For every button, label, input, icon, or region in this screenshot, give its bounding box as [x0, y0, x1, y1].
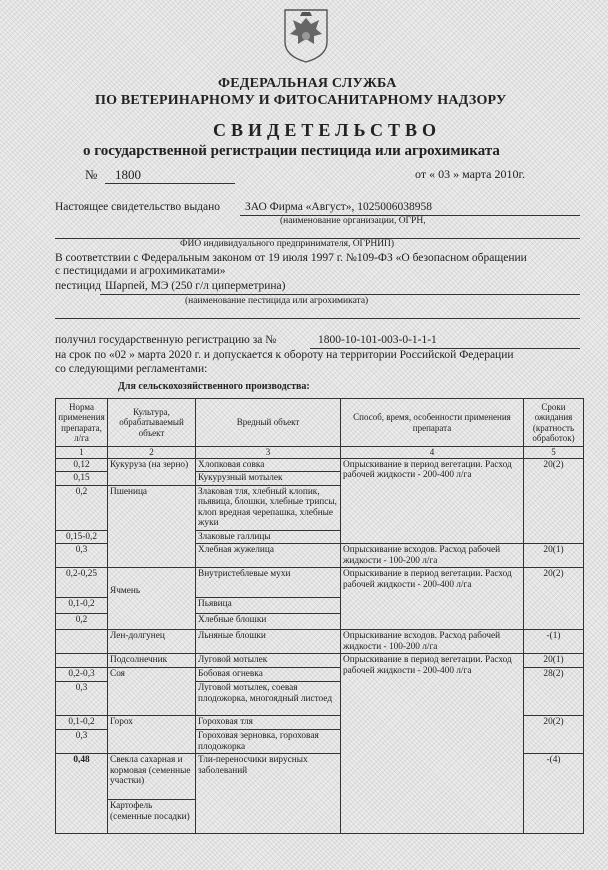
registration-number: 1800-10-101-003-0-1-1-1 [318, 334, 437, 346]
cell-wait: 28(2) [524, 668, 584, 716]
table-row [56, 654, 584, 668]
col-number: 2 [108, 447, 196, 459]
cell-method: Опрыскивание в период вегетации. Расход рабочей жидкости - 200-400 л/га [341, 458, 524, 544]
pesticide-name: Шарпей, МЭ (250 г/л циперметрина) [105, 280, 286, 292]
cell-wait: 20(2) [524, 568, 584, 630]
table-row [56, 630, 584, 654]
cell-pest: Пьявица [196, 598, 341, 614]
issued-to: ЗАО Фирма «Август», 1025006038958 [245, 201, 432, 213]
cell-rate: 0,3 [56, 544, 108, 568]
cell-pest: Гороховая зерновка, гороховая плодожорка [196, 730, 341, 754]
cell-method: Опрыскивание всходов. Расход рабочей жидкости - 100-200 л/га [341, 544, 524, 568]
cell-crop: Картофель (семенные посадки) [108, 800, 196, 834]
header-rate: Норма применения препарата, л/га [56, 399, 108, 447]
cell-pest: Злаковые галлицы [196, 530, 341, 544]
term-line: на срок по «02 » марта 2020 г. и допускается к обороту на территории Российской Федерации [55, 349, 514, 361]
cell-method: Опрыскивание в период вегетации. Расход рабочей жидкости - 200-400 л/га [341, 568, 524, 630]
cell-crop: Пшеница [108, 485, 196, 568]
cell-pest: Кукурузный мотылек [196, 472, 341, 486]
law-line-1: В соответствии с Федеральным законом от 19 июля 1997 г. №109-ФЗ «О безопасном обращении [55, 252, 527, 264]
cell-pest: Хлебные блошки [196, 614, 341, 630]
certificate-date: от « 03 » марта 2010г. [415, 167, 526, 181]
col-number: 3 [196, 447, 341, 459]
col-number: 5 [524, 447, 584, 459]
cell-crop: Горох [108, 716, 196, 754]
agency-name-line2: ПО ВЕТЕРИНАРНОМУ И ФИТОСАНИТАРНОМУ НАДЗОРУ [95, 93, 507, 108]
cell-rate: 0,3 [56, 682, 108, 716]
cell-rate: 0,15-0,2 [56, 530, 108, 544]
cell-rate: 0,2 [56, 614, 108, 630]
cell-rate [56, 654, 108, 668]
table-row [56, 568, 584, 598]
header-pest: Вредный объект [196, 399, 341, 447]
col-number: 4 [341, 447, 524, 459]
issued-caption-2: ФИО индивидуального предпринимателя, ОГРНИП) [180, 239, 395, 249]
cell-pest: Хлопковая совка [196, 458, 341, 472]
registration-label: получил государственную регистрацию за № [55, 334, 277, 346]
cell-rate: 0,2 [56, 485, 108, 530]
document-subtitle: о государственной регистрации пестицида или агрохимиката [83, 143, 500, 159]
pesticide-label: пестицид [55, 280, 101, 292]
cell-pest: Бобовая огневка [196, 668, 341, 682]
cell-rate: 0,1-0,2 [56, 716, 108, 730]
cell-crop: Кукуруза (на зерно) [108, 458, 196, 485]
issued-caption: (наименование организации, ОГРН, [280, 216, 426, 226]
cell-rate: 0,1-0,2 [56, 598, 108, 614]
coat-of-arms-icon [281, 6, 331, 64]
cell-wait: -(4) [524, 754, 584, 834]
cell-pest: Гороховая тля [196, 716, 341, 730]
certificate-number: 1800 [115, 167, 141, 182]
table-row [56, 458, 584, 472]
cell-rate: 0,12 [56, 458, 108, 472]
agency-name-line1: ФЕДЕРАЛЬНАЯ СЛУЖБА [218, 76, 397, 91]
col-number: 1 [56, 447, 108, 459]
cell-rate: 0,48 [56, 754, 108, 834]
cell-rate: 0,2-0,25 [56, 568, 108, 598]
cell-crop: Свекла сахарная и кормовая (семенные участки) [108, 754, 196, 800]
cell-pest: Луговой мотылек [196, 654, 341, 668]
header-wait: Сроки ожидания (кратность обработок) [524, 399, 584, 447]
regulations-table [55, 398, 584, 834]
cell-rate: 0,3 [56, 730, 108, 754]
cell-method: Опрыскивание всходов. Расход рабочей жидкости - 100-200 л/га [341, 630, 524, 654]
cell-method: Опрыскивание в период вегетации. Расход рабочей жидкости - 200-400 л/га [341, 654, 524, 834]
cell-wait: 20(2) [524, 716, 584, 754]
section-title: Для сельскохозяйственного производства: [118, 381, 310, 392]
header-crop: Культура, обрабатываемый объект [108, 399, 196, 447]
cell-wait: 20(1) [524, 654, 584, 668]
table-number-row [56, 447, 584, 459]
cell-pest: Внутристеблевые мухи [196, 568, 341, 598]
cell-rate: 0,15 [56, 472, 108, 486]
regulations-line: со следующими регламентами: [55, 363, 208, 375]
issued-label: Настоящее свидетельство выдано [55, 201, 221, 213]
cell-wait: 20(2) [524, 458, 584, 544]
cell-pest: Луговой мотылек, соевая плодожорка, многоядный листоед [196, 682, 341, 716]
cell-wait: 20(1) [524, 544, 584, 568]
cell-rate: 0,2-0,3 [56, 668, 108, 682]
cell-pest: Хлебная жужелица [196, 544, 341, 568]
document-title: СВИДЕТЕЛЬСТВО [213, 120, 442, 140]
cell-rate [56, 630, 108, 654]
cell-crop: Ячмень [108, 568, 196, 630]
cell-pest: Злаковая тля, хлебный клопик, пьявица, блошки, хлебные трипсы, клоп вредная черепашка, хлебные жуки [196, 485, 341, 530]
cell-wait: -(1) [524, 630, 584, 654]
cell-crop: Соя [108, 668, 196, 716]
cell-crop: Лен-долгунец [108, 630, 196, 654]
cell-crop: Подсолнечник [108, 654, 196, 668]
certificate-number-label: № [85, 167, 98, 182]
cell-pest: Льняные блошки [196, 630, 341, 654]
header-method: Способ, время, особенности применения препарата [341, 399, 524, 447]
law-line-2: с пестицидами и агрохимикатами» [55, 265, 226, 277]
cell-pest: Тли-переносчики вирусных заболеваний [196, 754, 341, 834]
table-header-row [56, 399, 584, 447]
pesticide-caption: (наименование пестицида или агрохимиката) [185, 296, 369, 306]
